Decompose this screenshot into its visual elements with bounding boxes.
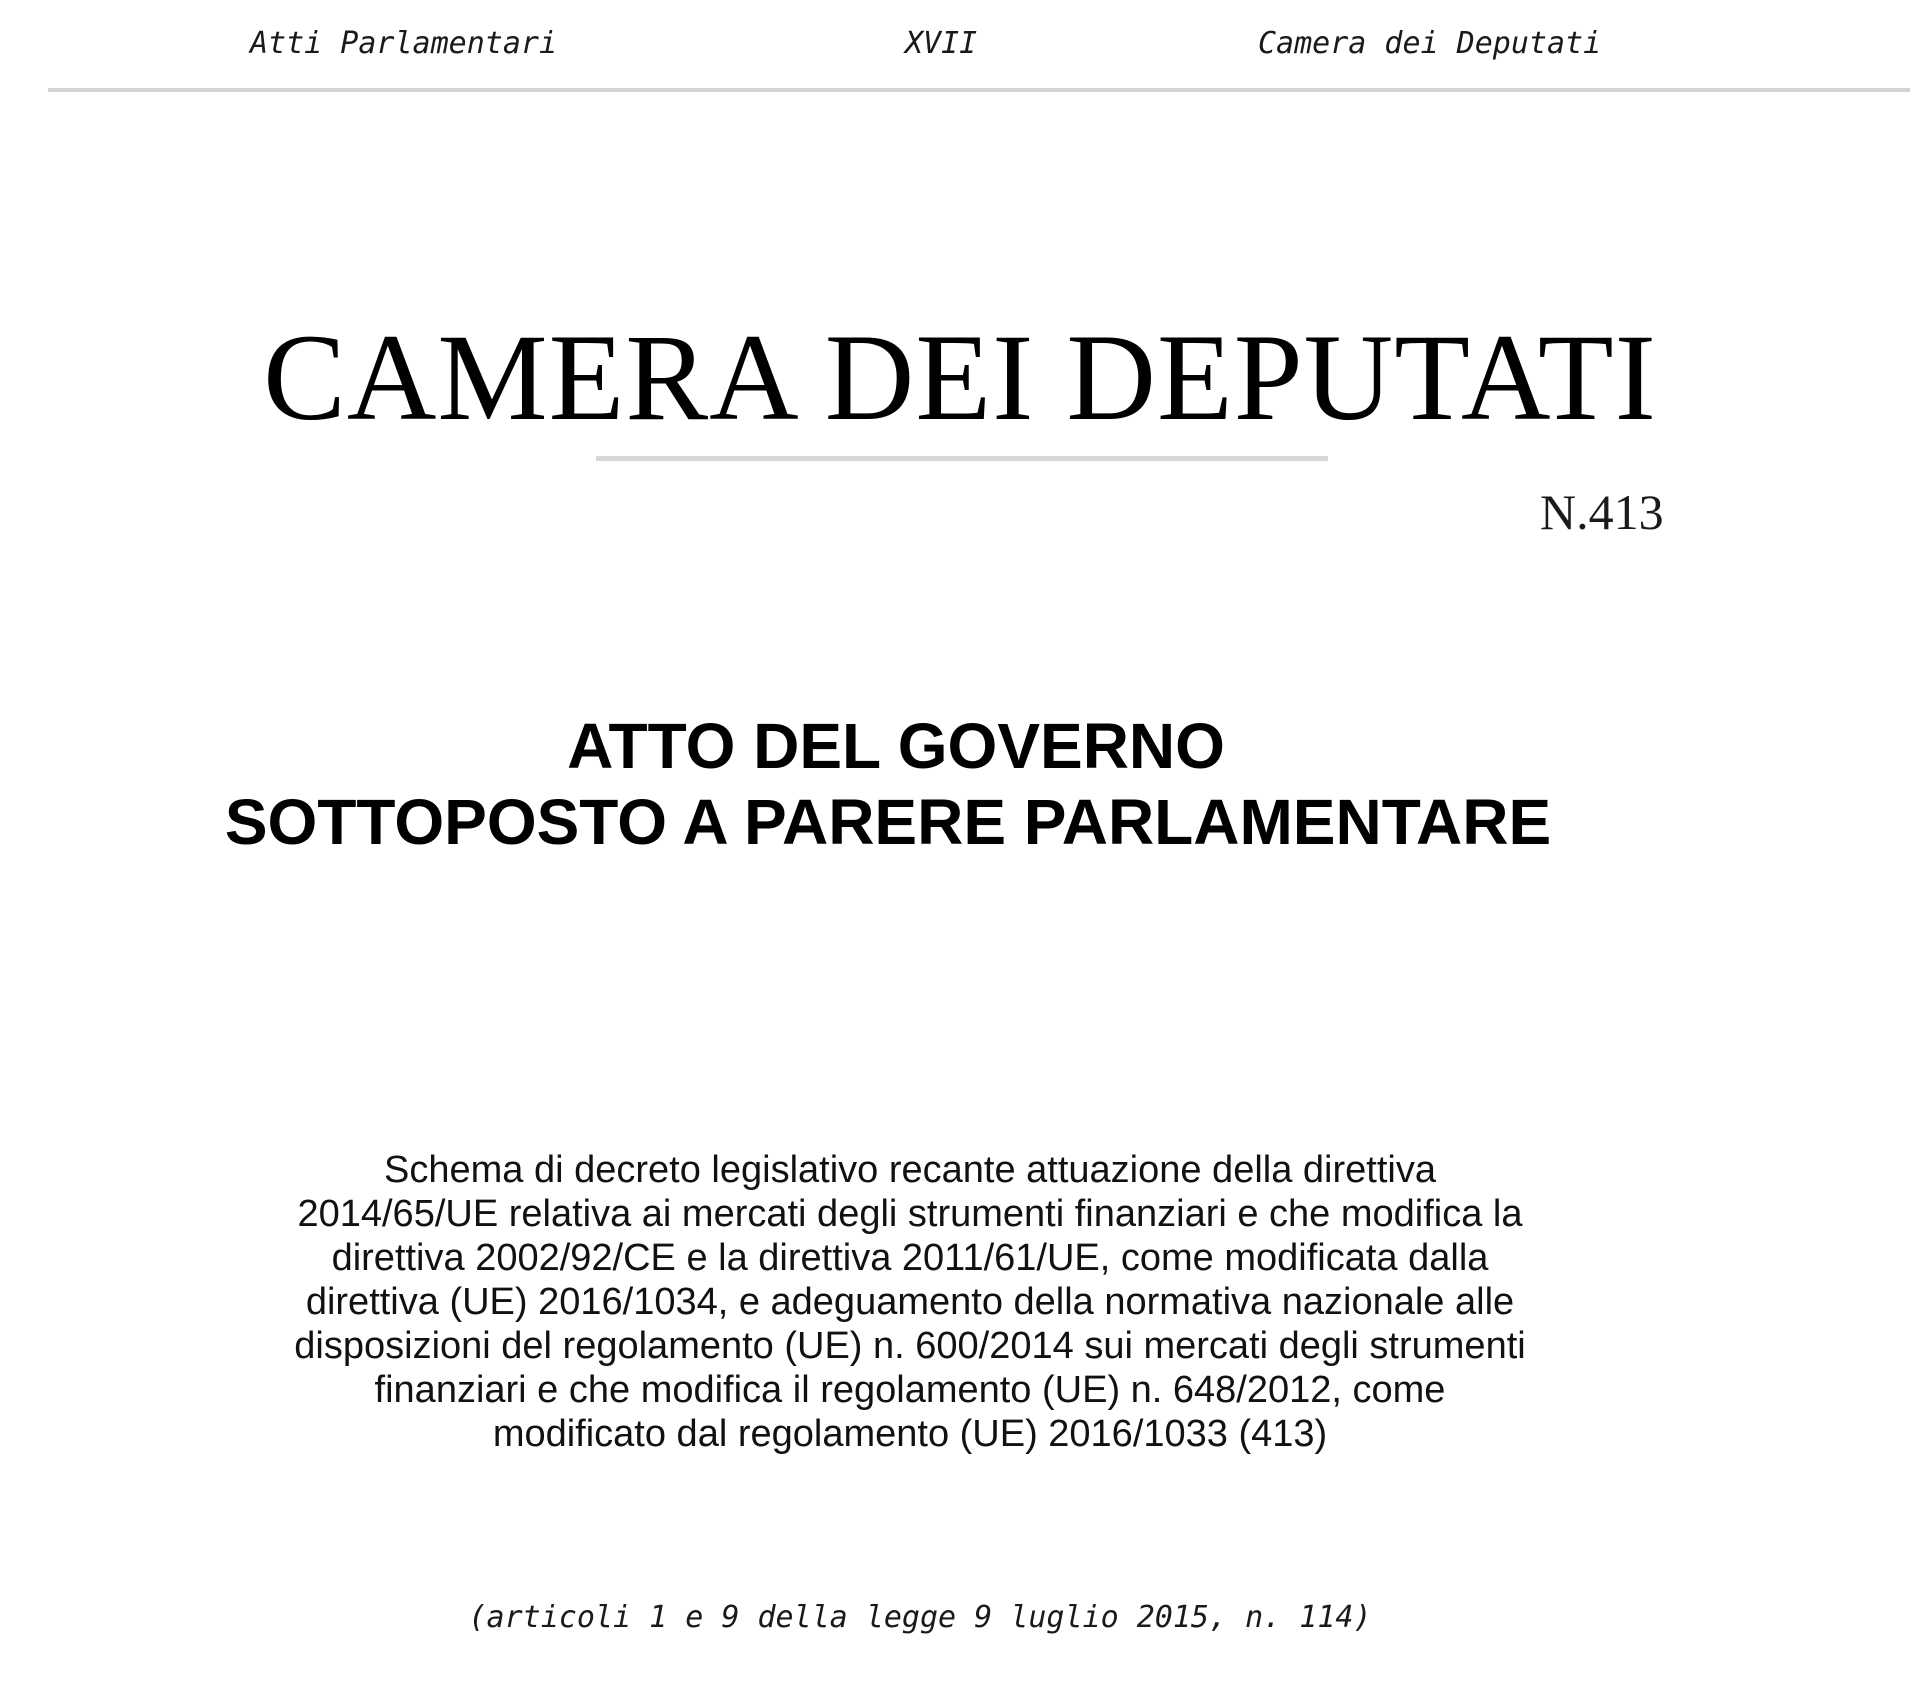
running-head-right: Camera dei Deputati (1258, 26, 1602, 61)
act-heading (0, 708, 1920, 860)
description-line: direttiva (UE) 2016/1034, e adeguamento della normativa nazionale alle (305, 1281, 1515, 1323)
act-description (170, 1148, 1650, 1456)
description-line: direttiva 2002/92/CE e la direttiva 2011/61/UE, come modificata dalla (331, 1237, 1489, 1279)
description-line: finanziari e che modifica il regolamento (UE) n. 648/2012, come (374, 1369, 1446, 1411)
running-head-left: Atti Parlamentari (250, 26, 558, 61)
legal-basis (0, 1598, 1920, 1638)
description-line: Schema di decreto legislativo recante attuazione della direttiva (384, 1149, 1436, 1191)
running-head (0, 26, 1920, 70)
description-line: modificato dal regolamento (UE) 2016/1033 (413) (492, 1413, 1328, 1455)
header-divider (48, 88, 1910, 92)
running-head-legislature: XVII (905, 26, 978, 61)
act-heading-line: SOTTOPOSTO A PARERE PARLAMENTARE (224, 786, 1552, 858)
description-line: disposizioni del regolamento (UE) n. 600/2014 sui mercati degli strumenti (294, 1325, 1526, 1367)
act-heading-line: ATTO DEL GOVERNO (567, 710, 1225, 782)
description-line: 2014/65/UE relativa ai mercati degli strumenti finanziari e che modifica la (297, 1193, 1523, 1235)
chamber-title: CAMERA DEI DEPUTATI (263, 309, 1657, 446)
title-divider (596, 456, 1328, 461)
act-number: N.413 (1540, 484, 1664, 540)
legal-basis-text: (articoli 1 e 9 della legge 9 luglio 2015, n. 114) (468, 1600, 1372, 1635)
